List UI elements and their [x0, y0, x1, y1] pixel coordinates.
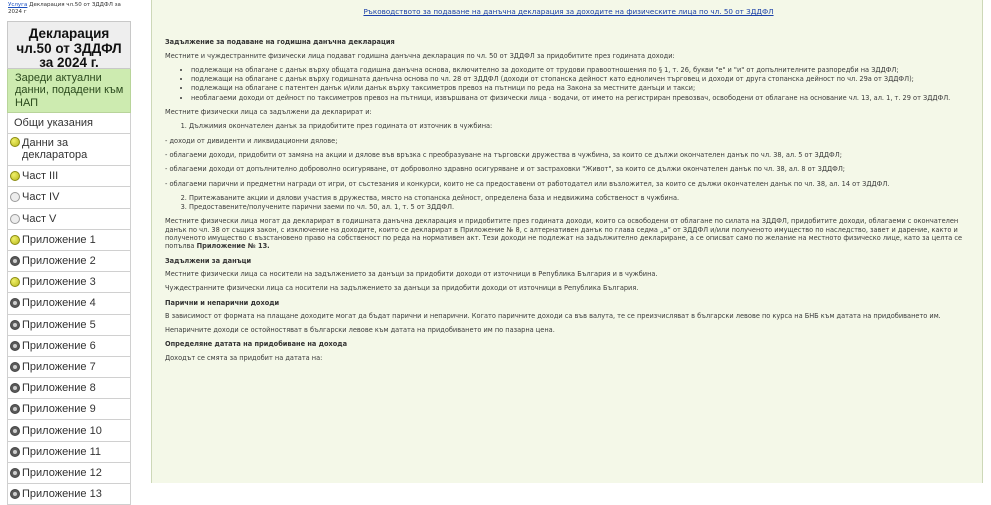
sidebar-item-приложение-4[interactable] [7, 293, 131, 314]
optional-declaration-body: Местните физически лица могат да декларират в годишната данъчна декларация и придобитите през годината доходи, които са освободени от облагане по силата на ЗДДФЛ, придобитите доходи, облагаеми с окончателен данък по чл. 38 от същия закон, с изключение на доходите, които се декларират в Приложение № 8, с алтернативен данък по глава седма „а“ от ЗДДФЛ и/или полученото имущество по наследство, завет и дарение, както и полученото имущество с възстановено право на собственост по реда на нормативен акт. Тези доходи не подлежат на задължително деклариране, а се описват само по желание на местното физическо лице, като за целта се попълва [165, 217, 963, 251]
sidebar-item-label: Приложение 8 [22, 382, 96, 395]
status-complete-icon [10, 277, 20, 287]
sidebar-item-label: Приложение 12 [22, 466, 102, 479]
sidebar-item-label: Част IV [22, 191, 60, 204]
general-instructions-panel [151, 0, 983, 483]
status-empty-icon [10, 192, 20, 202]
status-complete-icon [10, 171, 20, 181]
acquisition-date-text: Доходът се смята за придобит на датата на: [165, 353, 323, 362]
sidebar-item-label: Част III [22, 170, 59, 183]
list-item: • необлагаеми доходи от дейност по таксиметров превоз на пътници, извършвана от физически лица - водачи, от името на регистриран превозвач, освободени от облагане на основание чл. 13, ал. 1, т. 29 от ЗДДФЛ. [191, 94, 972, 102]
sidebar-item-част-iv[interactable] [7, 187, 131, 208]
sidebar-item-приложение-2[interactable] [7, 251, 131, 272]
sidebar-item-част-v[interactable] [7, 209, 131, 230]
sidebar-item-label: Приложение 2 [22, 255, 96, 268]
status-optional-icon [10, 383, 20, 393]
list-item: • подлежащи на облагане с данък върху годишната данъчна основа по чл. 28 от ЗДДФЛ (доходи от стопанска дейност като едноличен търговец и доходи от друга стопанска дейност по чл. 29а от ЗДДФЛ); [191, 75, 972, 83]
sidebar-item-label: Общи указания [14, 117, 93, 130]
sidebar-item-приложение-3[interactable] [7, 272, 131, 293]
declare-list-part-2 [165, 194, 972, 212]
guide-link[interactable]: Ръководството за подаване на данъчна декларация за доходите на физическите лица по чл. 50 от ЗДДФЛ [363, 7, 774, 16]
status-optional-icon [10, 447, 20, 457]
sidebar-item-label: Приложение 7 [22, 360, 96, 373]
foreign-taxpayers-text: Чуждестранните физически лица са носители на задължението за данъци за придобити доходи от източници в Република България. [165, 284, 639, 293]
status-optional-icon [10, 298, 20, 308]
dividends-text: - доходи от дивиденти и ликвидационни дялове; [165, 136, 338, 145]
sidebar-item-label: Приложение 1 [22, 233, 96, 246]
sidebar-item-данни-за-декларатора[interactable] [7, 134, 131, 166]
local-taxpayers-text: Местните физически лица са носители на задължението за данъци за придобити доходи от източници в Република България и в чужбина. [165, 269, 658, 278]
sidebar-item-приложение-8[interactable] [7, 378, 131, 399]
breadcrumb-service-link[interactable]: Услуга [8, 2, 28, 8]
sidebar-item-приложение-11[interactable] [7, 442, 131, 463]
sidebar-item-приложение-12[interactable] [7, 463, 131, 484]
sidebar-item-приложение-13[interactable] [7, 484, 131, 505]
sidebar-navigation [7, 0, 131, 501]
status-optional-icon [10, 256, 20, 266]
section-heading-taxpayers: Задължени за данъци [165, 256, 252, 265]
filing-intro-text: Местните и чуждестранните физически лица подават годишна данъчна декларация по чл. 50 от ЗДДФЛ за придобитите през годината доходи: [165, 51, 675, 60]
status-optional-icon [10, 341, 20, 351]
sidebar-item-label: Част V [22, 212, 57, 225]
share-exchange-text: - облагаеми доходи, придобити от замяна на акции и дялове във връзка с преобразуване на търговски дружества в чужбина, за които се дължи окончателен данък по чл. 38, ал. 5 от ЗДДФЛ; [165, 150, 842, 159]
breadcrumb [7, 0, 131, 21]
declaration-title: Декларация чл.50 от ЗДДФЛ за 2024 г. [7, 21, 131, 69]
sidebar-item-приложение-10[interactable] [7, 420, 131, 441]
section-heading-filing-obligation: Задължение за подаване на годишна данъчна декларация [165, 38, 395, 47]
sidebar-item-label: Приложение 4 [22, 297, 96, 310]
sidebar-item-label: Приложение 9 [22, 403, 96, 416]
declare-list-part-1 [165, 122, 972, 130]
status-complete-icon [10, 235, 20, 245]
sidebar-item-приложение-1[interactable] [7, 230, 131, 251]
sidebar-item-label: Данни за декларатора [22, 137, 88, 162]
list-item: 2. Притежаваните акции и дялови участия в дружества, място на стопанска дейност, определена база и недвижима собственост в чужбина. [189, 194, 972, 202]
filing-income-list [165, 66, 972, 102]
sidebar-menu [7, 113, 131, 505]
sidebar-item-приложение-7[interactable] [7, 357, 131, 378]
status-optional-icon [10, 489, 20, 499]
prizes-text: - облагаеми парични и предметни награди от игри, от състезания и конкурси, които не са предоставени от работодател или възложител, за които се дължи окончателен данък по чл. 38, ал. 14 от ЗДДФЛ. [165, 179, 890, 188]
optional-declaration-text [165, 217, 972, 250]
list-item: 3. Предоставените/получените парични заеми по чл. 50, ал. 1, т. 5 от ЗДДФЛ. [189, 203, 972, 211]
voluntary-insurance-text: - облагаеми доходи от допълнително доброволно осигуряване, от доброволно здравно осигуряване и от застраховки "Живот", за които се дължи окончателен данък по чл. 38, ал. 8 от ЗДДФЛ; [165, 165, 845, 174]
status-optional-icon [10, 362, 20, 372]
sidebar-item-приложение-5[interactable] [7, 315, 131, 336]
sidebar-item-label: Приложение 6 [22, 339, 96, 352]
status-optional-icon [10, 468, 20, 478]
list-item: • подлежащи на облагане с данък върху общата годишна данъчна основа, включително за доходите от трудови правоотношения по § 1, т. 26, букви "е" и "и" от допълнителните разпоредби на ЗДДФЛ; [191, 66, 972, 74]
status-complete-icon [10, 137, 20, 147]
sidebar-item-общи-указания[interactable] [7, 113, 131, 134]
load-nap-data-button[interactable]: Зареди актуални данни, подадени към НАП [7, 69, 131, 113]
sidebar-item-label: Приложение 5 [22, 318, 96, 331]
sidebar-item-приложение-6[interactable] [7, 336, 131, 357]
non-cash-income-text: Непаричните доходи се остойностяват в български левове към датата на придобиването им по пазарна цена. [165, 326, 555, 335]
sidebar-item-label: Приложение 11 [22, 445, 101, 458]
breadcrumb-current: Декларация чл.50 от ЗДДФЛ за 2024 г [8, 2, 121, 15]
sidebar-item-част-iii[interactable] [7, 166, 131, 187]
cash-income-text: В зависимост от формата на плащане доходите могат да бъдат парични и непарични. Когато паричните доходи са във валута, те се преизчисляват в български левове по курса на БНБ към датата на придобиването им. [165, 311, 941, 320]
sidebar-item-приложение-9[interactable] [7, 399, 131, 420]
sidebar-item-label: Приложение 13 [22, 488, 102, 501]
section-heading-acquisition-date: Определяне датата на придобиване на дохода [165, 340, 348, 349]
section-heading-cash-income: Парични и непарични доходи [165, 298, 280, 307]
status-optional-icon [10, 404, 20, 414]
list-item: 1. Дължимия окончателен данък за придобитите през годината от източник в чужбина: [189, 122, 972, 130]
sidebar-item-label: Приложение 3 [22, 276, 96, 289]
list-item: • подлежащи на облагане с патентен данък и/или данък върху таксиметров превоз на пътници по реда на Закона за местните данъци и такси; [191, 84, 972, 92]
status-optional-icon [10, 320, 20, 330]
status-empty-icon [10, 214, 20, 224]
annex-13-reference: Приложение № 13. [196, 242, 270, 251]
local-persons-intro: Местните физически лица са задължени да декларират и: [165, 108, 372, 117]
status-optional-icon [10, 426, 20, 436]
sidebar-item-label: Приложение 10 [22, 424, 102, 437]
